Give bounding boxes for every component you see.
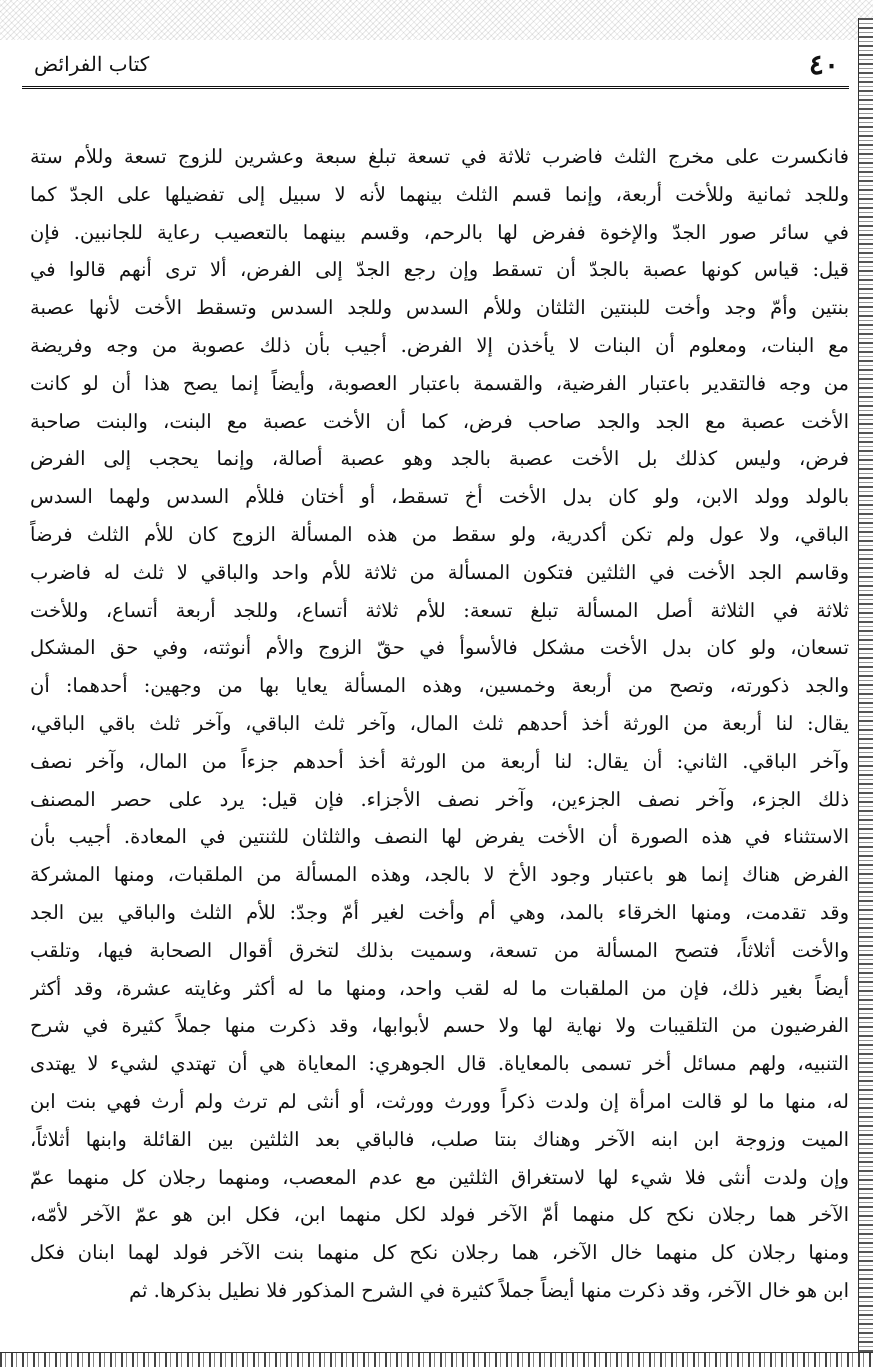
book-title: كتاب الفرائض	[34, 52, 150, 76]
text-line: ومنها رجلان كل منهما خال الآخر، هما رجلان نكح كل منهما بنت الآخر فولد لهما ابنان فكل	[30, 1241, 849, 1265]
header-divider	[22, 86, 849, 89]
text-line: بنتين وأمّ وجد وأخت للبنتين الثلثان وللأم السدس وللجد السدس وتسقط الأخت لأنها عصبة	[30, 296, 849, 320]
text-line: وإن ولدت أنثى فلا شيء لها لاستغراق الثلثين مع عدم المعصب، ومنهما رجلان كل منهما عمّ	[30, 1165, 849, 1189]
text-line: وقد تقدمت، ومنها الخرقاء بالمد، وهي أم وأخت لغير أمّ وجدّ: للأم الثلث والباقي بين الجد	[30, 900, 849, 924]
text-line: له، منها ما لو قالت امرأة إن ولدت ذكراً وورث وورثت، أو أنثى لم ترث ولم أرث فهي بنت ابن	[30, 1089, 849, 1113]
body-text	[30, 138, 849, 1310]
text-line: الفرض هناك إنما هو باعتبار وجود الأخ لا بالجد، وهذه المسألة من الملقبات، ومنها المشركة	[30, 863, 849, 887]
text-line: الميت وزوجة ابن ابنه الآخر وهناك بنتا صلب، فالباقي بعد الثلثين بين القائلة وابنها أثلاثاً،	[30, 1127, 849, 1151]
text-line: أيضاً بغير ذلك، فإن من الملقبات ما له لقب واحد، ومنها ما له أكثر وغايته عشرة، وقد أكثر	[30, 976, 849, 1000]
text-line: والجد ذكورته، وتصح من أربعة وخمسين، وهذه المسألة يعايا بها من وجهين: أحدهما: أن	[30, 674, 849, 698]
text-line: قيل: قياس كونها عصبة بالجدّ أن تسقط وإن رجع الجدّ إلى الفرض، ألا ترى أنهم قالوا في	[30, 258, 849, 282]
text-line: فانكسرت على مخرج الثلث فاضرب ثلاثة في تسعة تبلغ سبعة وعشرين للزوج تسعة وللأم ستة	[30, 145, 849, 168]
text-line: الآخر هما رجلان نكح كل منهما أمّ الآخر فولد لكل منهما ابن، فكل ابن هو عمّ الآخر لأمّه،	[30, 1203, 849, 1227]
text-line: الباقي، ولا عول ولم تكن أكدرية، ولو سقط من هذه المسألة الزوج كان للأم الثلث فرضاً	[30, 522, 849, 546]
text-line: الفرضيون من التلقيبات ولا نهاية لها ولا حسم لأبوابها، وقد ذكرت منها جملاً كثيرة في شرح	[30, 1014, 849, 1038]
text-line: بالولد وولد الابن، ولو كان بدل الأخت أخ تسقط، أو أختان فللأم السدس ولهما السدس	[30, 485, 849, 509]
text-line: والأخت أثلاثاً، فتصح المسألة من تسعة، وسميت بذلك لتخرق أقوال الصحابة فيها، وتلقب	[30, 938, 849, 962]
text-line: ذلك الجزء، وآخر نصف الجزءين، وآخر نصف الأجزاء. فإن قيل: يرد على حصر المصنف	[30, 787, 849, 811]
text-line: وقاسم الجد الأخت في الثلثين فتكون المسألة من ثلاثة للأم واحد والباقي لا ثلث له فاضرب	[30, 560, 849, 584]
text-line: تسعان، ولو كان بدل الأخت مشكل فالأسوأ في حقّ الزوج والأم أنوثته، وفي حق المشكل	[30, 636, 849, 660]
text-line: ثلاثة في الثلاثة أصل المسألة تبلغ تسعة: للأم ثلاثة أتساع، وللجد أربعة أتساع، وللأخت	[30, 598, 849, 622]
page-header	[22, 46, 849, 84]
text-line: من وجه فالتقدير باعتبار الفرضية، والقسمة باعتبار العصوبة، وأيضاً إنما يصح هذا أن لو كانت	[30, 371, 849, 395]
text-line: مع البنات، ومعلوم أن البنات لا يأخذن إلا الفرض. أجيب بأن ذلك عصوبة من وجه وفريضة	[30, 333, 849, 357]
page-number: ٤٠	[808, 48, 839, 81]
text-line: وللجد ثمانية وللأخت أربعة، وإنما قسم الثلث بينهما لأنه لا سبيل إلى تفضيلها على الجدّ كما	[30, 182, 849, 206]
text-line: فرض، وليس كذلك بل الأخت عصبة بالجد وهو عصبة أصالة، وإنما يحجب إلى الفرض	[30, 447, 849, 471]
text-line: وآخر الباقي. الثاني: أن يقال: لنا أربعة من الورثة أخذ أحدهم جزءاً من المال، وآخر نصف	[30, 749, 849, 773]
bottom-ornamental-border	[0, 1352, 873, 1367]
text-line: الاستثناء في هذه الصورة أن الأخت يفرض لها النصف والثلثان للثنتين في المعادة. أجيب بأن	[30, 825, 849, 849]
top-scan-strip	[0, 0, 873, 40]
right-ornamental-border	[858, 18, 873, 1367]
text-line: في سائر صور الجدّ والإخوة ففرض لها بالرحم، وقسم بينهما بالتعصيب رعاية للجانبين. فإن	[30, 220, 849, 244]
text-line: يقال: لنا أربعة من الورثة أخذ أحدهم ثلث المال، وآخر ثلث الباقي، وآخر ثلث باقي الباقي،	[30, 711, 849, 735]
text-line: التنبيه، ولهم مسائل أخر تسمى بالمعاياة. قال الجوهري: المعاياة هي أن تهتدي لشيء لا يهتدى	[30, 1052, 849, 1076]
text-line: الأخت عصبة مع الجد والجد صاحب فرض، كما أن الأخت عصبة مع البنت، والبنت صاحبة	[30, 409, 849, 433]
text-line: ابن هو خال الآخر، وقد ذكرت منها أيضاً جملاً كثيرة في الشرح المذكور فلا نطيل بذكرها. ثم	[129, 1278, 849, 1302]
